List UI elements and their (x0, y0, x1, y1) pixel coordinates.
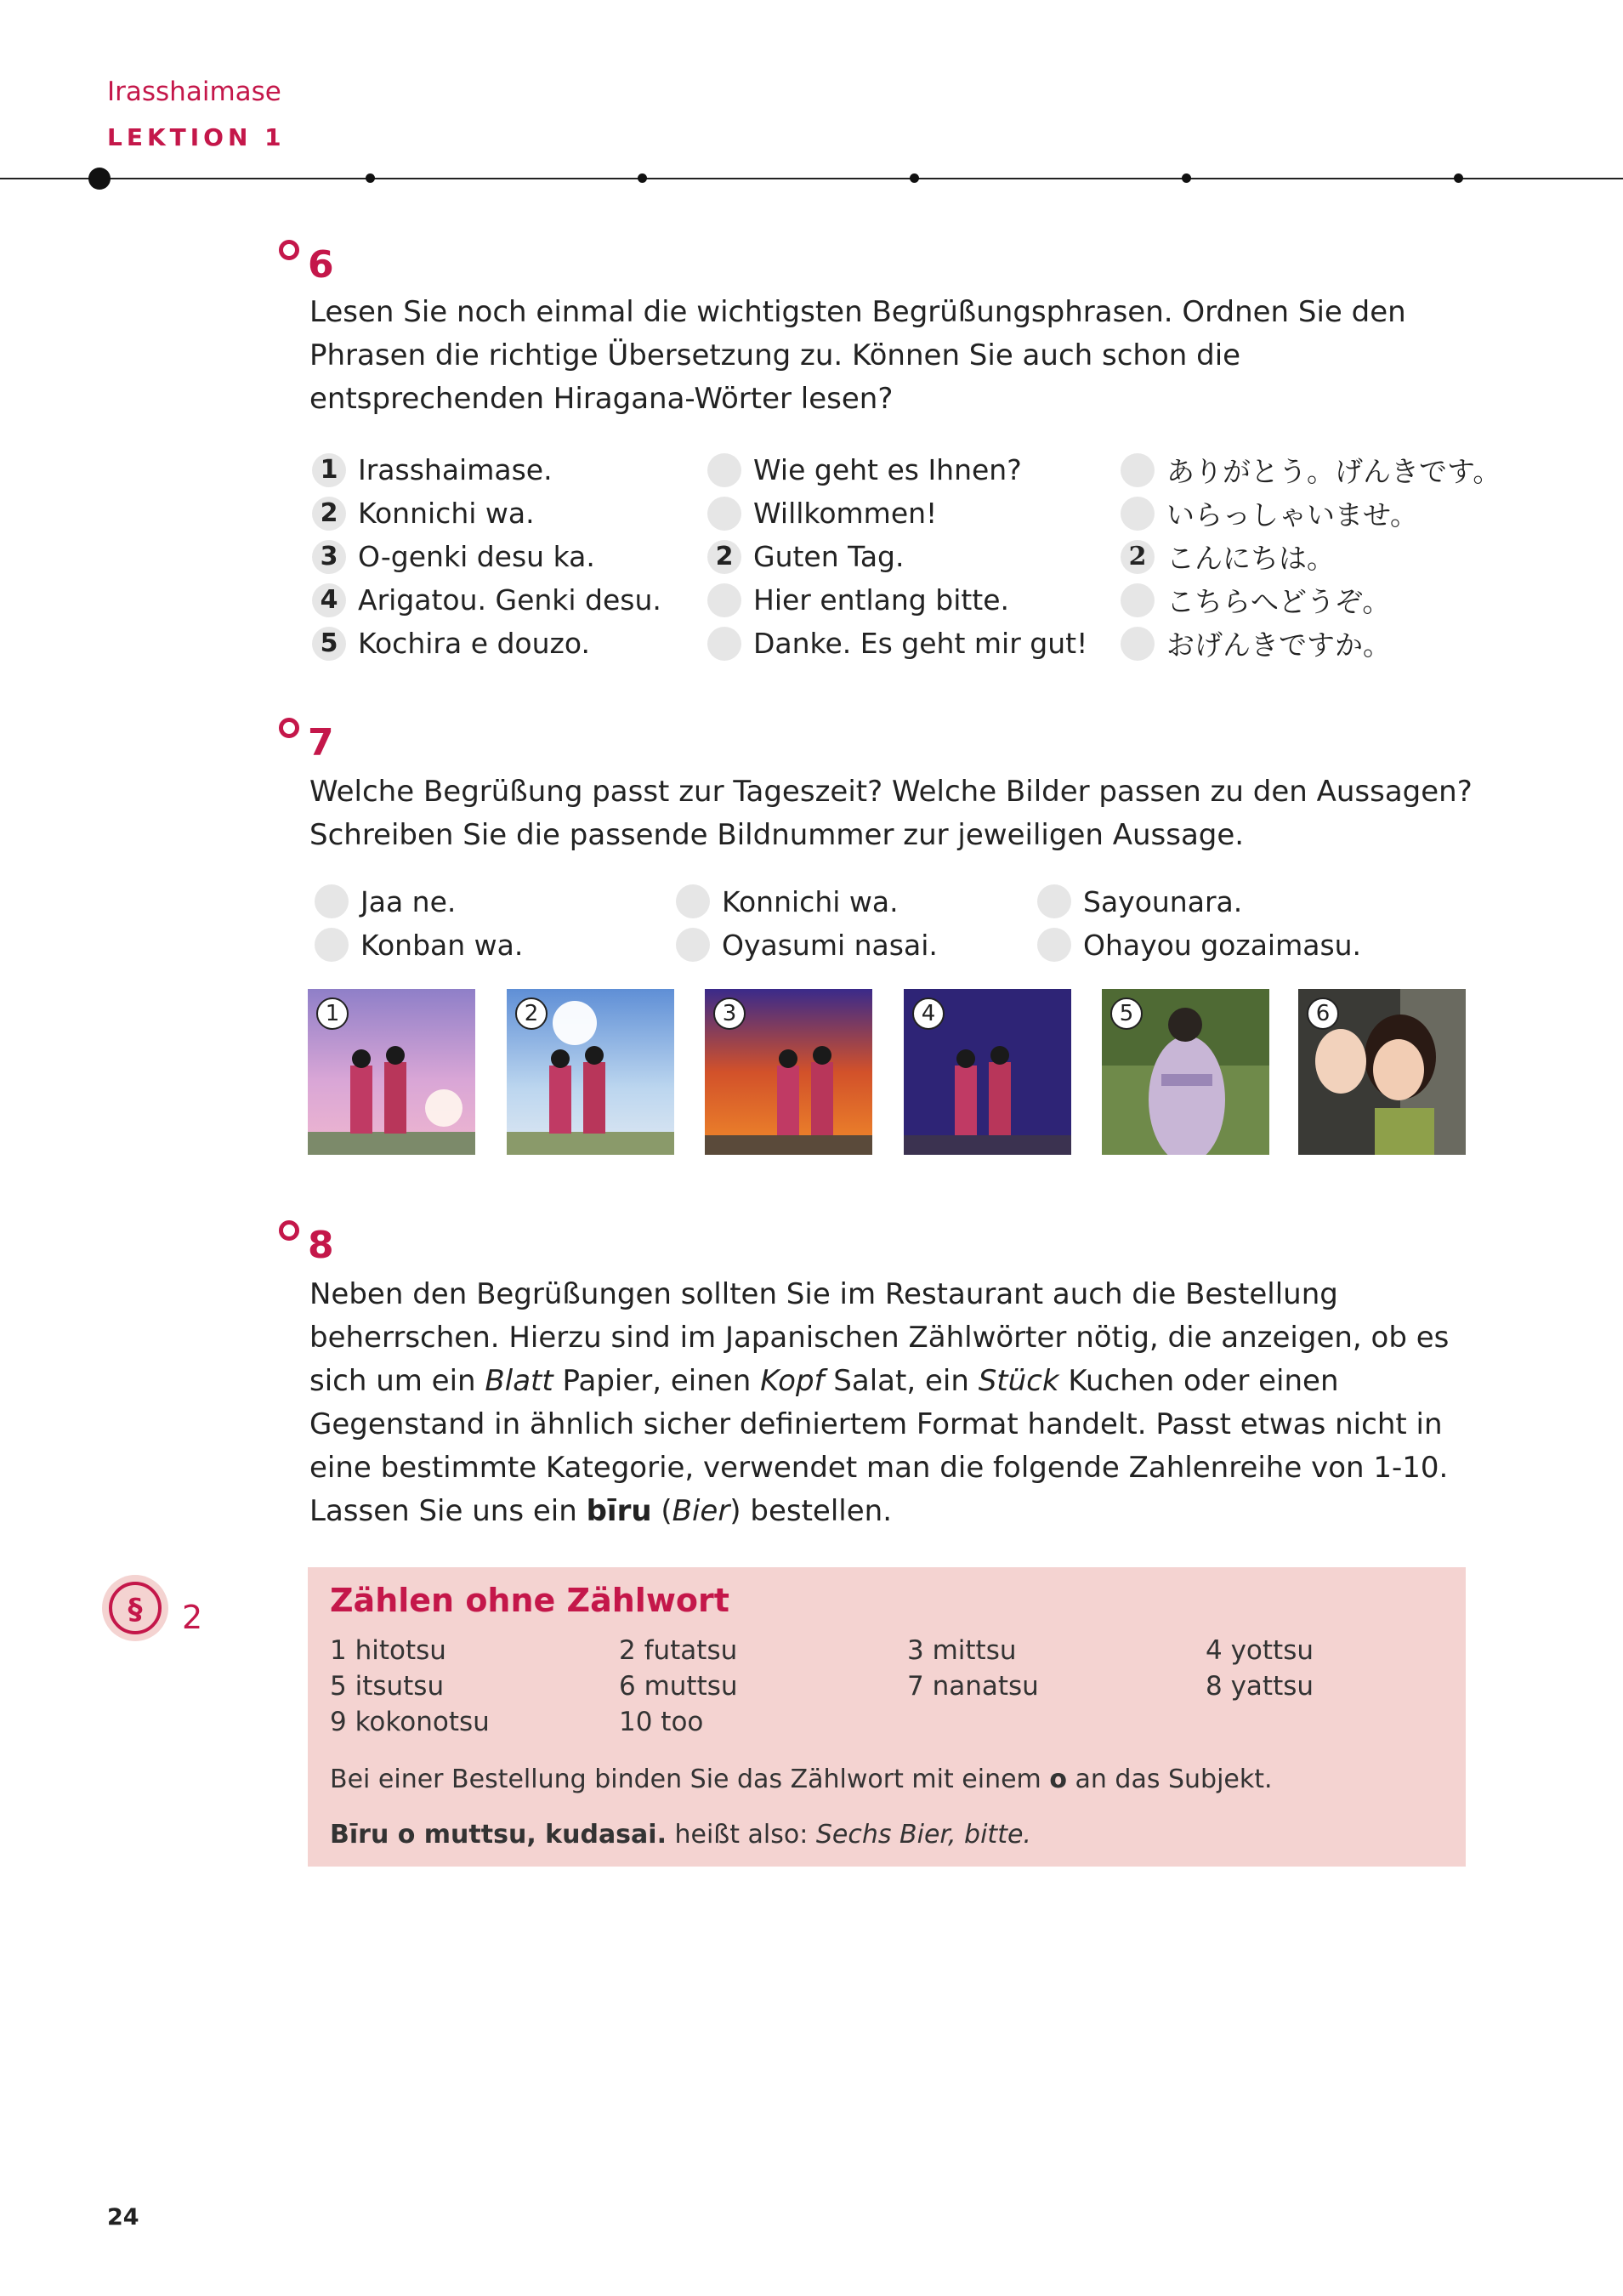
count-item: 2 futatsu (619, 1635, 738, 1666)
header-progress-dot-active (88, 168, 111, 190)
photo-girl-waving (1298, 989, 1466, 1155)
ex6-hiragana: いらっしゃいませ。 (1121, 492, 1501, 535)
ex6-hiragana: ありがとう。げんきです。 (1121, 448, 1501, 492)
ex6-phrase-list (312, 448, 661, 665)
photo-number-badge: 4 (912, 997, 945, 1030)
count-item: 4 yottsu (1206, 1635, 1314, 1666)
exercise-bullet-icon (279, 718, 299, 738)
ex7-item: Sayounara. (1037, 880, 1242, 923)
exercise-7-instructions: Welche Begrüßung passt zur Tageszeit? Welche Bilder passen zu den Aussagen? Schreiben Sie die passende Bildnummer zur jeweiligen Aussage. (309, 775, 1473, 852)
running-title: Irasshaimase (107, 77, 281, 107)
ex6-phrase: 5 Kochira e douzo. (312, 622, 661, 665)
answer-circle[interactable] (707, 627, 741, 661)
counting-box-title: Zählen ohne Zählwort (330, 1582, 729, 1619)
header-progress-dot (1182, 173, 1191, 183)
exercise-8-number: 8 (308, 1224, 334, 1267)
ex6-phrase: 4 Arigatou. Genki desu. (312, 578, 661, 622)
header-rule (0, 178, 1623, 179)
photo-number-badge: 2 (515, 997, 548, 1030)
answer-circle[interactable]: 2 (1121, 540, 1155, 574)
answer-circle[interactable] (1121, 583, 1155, 617)
count-item: 6 muttsu (619, 1671, 738, 1702)
photo-number-badge: 3 (713, 997, 746, 1030)
ex6-translation: 2 Guten Tag. (707, 535, 1087, 578)
count-item: 9 kokonotsu (330, 1707, 490, 1737)
header-progress-dot (910, 173, 919, 183)
page-number: 24 (107, 2204, 139, 2231)
ex6-translation: Wie geht es Ihnen? (707, 448, 1087, 492)
ex6-hiragana: こちらへどうぞ。 (1121, 578, 1501, 622)
exercise-6-instructions: Lesen Sie noch einmal die wichtigsten Begrüßungsphrasen. Ordnen Sie den Phrasen die richtige Übersetzung zu. Können Sie auch schon die entsprechenden Hiragana-Wörter lesen? (309, 295, 1406, 416)
answer-circle[interactable] (1037, 884, 1071, 918)
photo-number-badge: 6 (1307, 997, 1339, 1030)
ex6-phrase: 2 Konnichi wa. (312, 492, 661, 535)
answer-circle[interactable]: 2 (707, 540, 741, 574)
ex6-phrase: 1 Irasshaimase. (312, 448, 661, 492)
exercise-6-number: 6 (308, 243, 334, 287)
ex6-translation: Willkommen! (707, 492, 1087, 535)
header-progress-dot (638, 173, 647, 183)
ex7-item: Konban wa. (315, 924, 523, 966)
answer-circle[interactable] (1121, 497, 1155, 531)
count-item: 7 nanatsu (907, 1671, 1039, 1702)
counting-note: Bei einer Bestellung binden Sie das Zählwort mit einem o an das Subjekt. (330, 1765, 1273, 1794)
photo-geisha-pink-sky (308, 989, 475, 1155)
counting-example: Bīru o muttsu, kudasai. heißt also: Sechs Bier, bitte. (330, 1820, 1031, 1850)
exercise-bullet-icon (279, 1220, 299, 1241)
answer-circle[interactable] (1037, 928, 1071, 962)
count-item: 8 yattsu (1206, 1671, 1314, 1702)
exercise-bullet-icon (279, 240, 299, 260)
ex6-hiragana: 2 こんにちは。 (1121, 535, 1501, 578)
answer-circle[interactable] (1121, 453, 1155, 487)
photo-geisha-sunset (705, 989, 872, 1155)
answer-circle[interactable] (315, 928, 349, 962)
header-progress-dot (1454, 173, 1463, 183)
exercise-7-number: 7 (308, 721, 334, 764)
ex7-item: Ohayou gozaimasu. (1037, 924, 1361, 966)
header-progress-dot (366, 173, 375, 183)
grammar-reference-number: 2 (182, 1599, 203, 1636)
count-item: 3 mittsu (907, 1635, 1017, 1666)
ex6-translation-list (707, 448, 1087, 665)
ex6-hiragana-list (1121, 448, 1501, 665)
answer-circle[interactable] (707, 497, 741, 531)
ex7-item: Konnichi wa. (676, 880, 899, 923)
count-item: 1 hitotsu (330, 1635, 446, 1666)
ex6-translation: Hier entlang bitte. (707, 578, 1087, 622)
answer-circle[interactable] (1121, 627, 1155, 661)
count-item: 5 itsutsu (330, 1671, 445, 1702)
ex7-item: Oyasumi nasai. (676, 924, 938, 966)
answer-circle[interactable] (315, 884, 349, 918)
photo-geisha-night (904, 989, 1071, 1155)
ex7-item: Jaa ne. (315, 880, 456, 923)
answer-circle[interactable] (707, 453, 741, 487)
ex6-hiragana: おげんきですか。 (1121, 622, 1501, 665)
count-item: 10 too (619, 1707, 704, 1737)
answer-circle[interactable] (676, 928, 710, 962)
lesson-label: LEKTION 1 (107, 123, 286, 151)
photo-number-badge: 5 (1110, 997, 1143, 1030)
grammar-paragraph-icon (100, 1573, 170, 1643)
photo-geisha-day-sky (507, 989, 674, 1155)
ex6-translation: Danke. Es geht mir gut! (707, 622, 1087, 665)
svg-text:§: § (128, 1593, 143, 1627)
ex6-phrase: 3 O-genki desu ka. (312, 535, 661, 578)
answer-circle[interactable] (676, 884, 710, 918)
photo-number-badge: 1 (316, 997, 349, 1030)
answer-circle[interactable] (707, 583, 741, 617)
exercise-8-text: Neben den Begrüßungen sollten Sie im Restaurant auch die Bestellung beherrschen. Hierzu sind im Japanischen Zählwörter nötig, die anzeigen, ob es sich um ein Blatt Papier, einen Kopf Salat, ein Stück Kuchen oder einen Gegenstand in ähnlich sicher definiertem Format handelt. Passt etwas nicht in eine bestimmte Kategorie, verwendet man die folgende Zahlenreihe von 1-10. Lassen Sie uns ein bīru (Bier) bestellen. (309, 1277, 1450, 1528)
photo-woman-kimono-bowing (1102, 989, 1269, 1155)
